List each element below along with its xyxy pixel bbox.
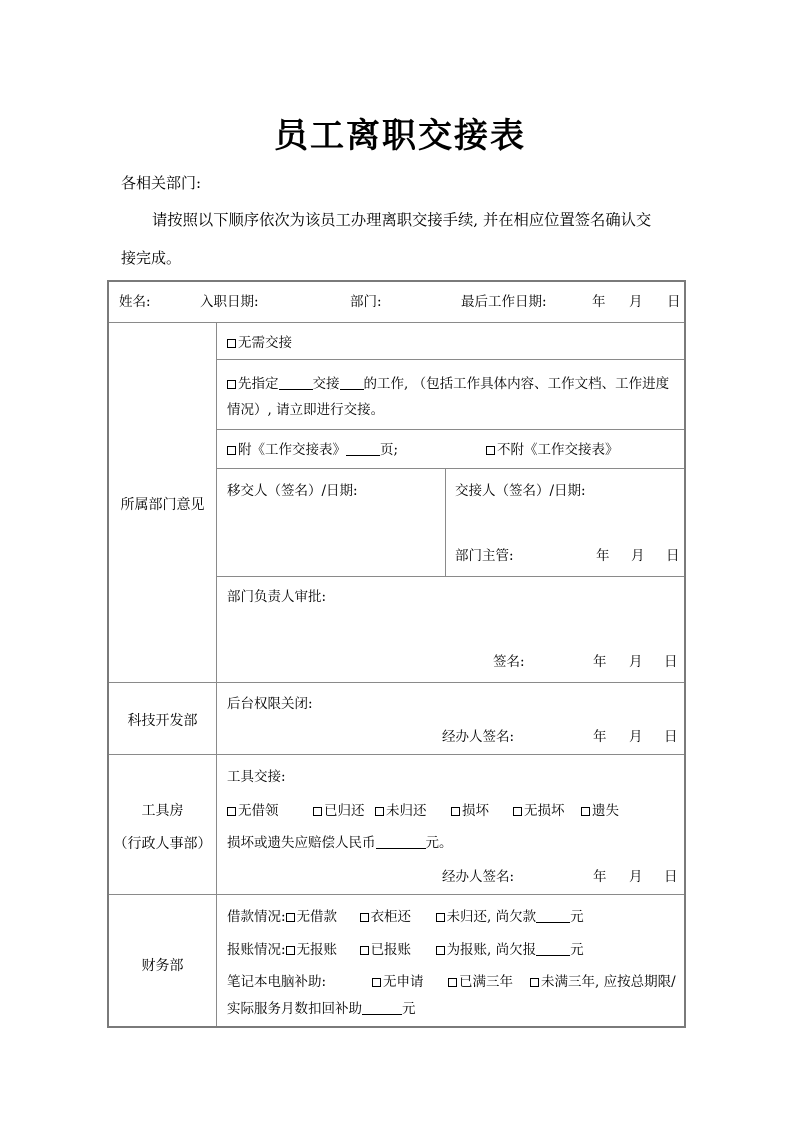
- compensation-line: 损坏或遗失应赔偿人民币 元。: [227, 835, 453, 851]
- month-label: 月: [629, 869, 643, 885]
- dept-opinion-label: 所属部门意见: [120, 497, 205, 513]
- checkbox[interactable]: [360, 946, 369, 955]
- laptop-option[interactable]: 已满三年: [448, 973, 530, 991]
- checkbox[interactable]: [313, 807, 322, 816]
- reimbursement-amount-blank[interactable]: [536, 941, 570, 956]
- row-divider: [109, 322, 684, 323]
- no-attach-option[interactable]: 不附《工作交接表》: [486, 441, 619, 459]
- laptop-option[interactable]: 未满三年, 应按总期限/: [530, 973, 676, 991]
- head-approval-label: 部门负责人审批:: [227, 589, 327, 605]
- intro-line-2: 接完成。: [121, 249, 182, 267]
- last-day-label: 最后工作日期:: [461, 294, 547, 310]
- year-label: 年: [593, 869, 607, 885]
- checkbox[interactable]: [227, 446, 236, 455]
- checkbox[interactable]: [286, 946, 295, 955]
- designate-line-2: 情况）, 请立即进行交接。: [227, 402, 385, 418]
- column-divider: [445, 468, 446, 576]
- finance-label: 财务部: [141, 958, 184, 974]
- handler-sign-label: 经办人签名:: [442, 729, 515, 745]
- department-label: 部门:: [350, 294, 382, 310]
- row-divider: [217, 576, 684, 577]
- tool-room-label: 工具房: [141, 803, 184, 819]
- tool-room-sublabel: （行政人事部）: [113, 836, 212, 852]
- tool-handover-label: 工具交接:: [227, 769, 286, 785]
- form-title: 员工离职交接表: [274, 116, 526, 156]
- compensation-blank[interactable]: [376, 834, 426, 849]
- receiver-blank[interactable]: [340, 375, 364, 390]
- attach-option[interactable]: 附《工作交接表》 页;: [227, 441, 398, 459]
- supervisor-label: 部门主管:: [455, 548, 514, 564]
- row-divider: [109, 682, 684, 683]
- loan-option[interactable]: 无借款: [286, 908, 360, 926]
- row-divider: [109, 894, 684, 895]
- checkbox[interactable]: [227, 339, 236, 348]
- month-label: 月: [631, 548, 645, 564]
- checkbox[interactable]: [436, 913, 445, 922]
- hire-date-label: 入职日期:: [200, 294, 259, 310]
- loan-option[interactable]: 未归还, 尚欠款: [436, 908, 537, 926]
- backend-close-label: 后台权限关闭:: [227, 696, 313, 712]
- checkbox[interactable]: [530, 978, 539, 987]
- checkbox[interactable]: [227, 380, 236, 389]
- month-label: 月: [629, 654, 643, 670]
- loan-amount-blank[interactable]: [536, 908, 570, 923]
- tool-option[interactable]: 已归还: [313, 802, 375, 820]
- reimbursement-option[interactable]: 为报账, 尚欠报: [436, 941, 537, 959]
- checkbox[interactable]: [451, 807, 460, 816]
- row-divider: [109, 754, 684, 755]
- checkbox[interactable]: [286, 913, 295, 922]
- reimbursement-option[interactable]: 已报账: [360, 941, 436, 959]
- day-label: 日: [667, 294, 681, 310]
- checkbox[interactable]: [360, 913, 369, 922]
- tool-option[interactable]: 遗失: [581, 802, 619, 820]
- checkbox[interactable]: [436, 946, 445, 955]
- tool-option[interactable]: 损坏: [451, 802, 513, 820]
- checkbox[interactable]: [448, 978, 457, 987]
- tool-option[interactable]: 未归还: [375, 802, 451, 820]
- checkbox[interactable]: [375, 807, 384, 816]
- reimbursement-row: 报账情况: 无报账 已报账 为报账, 尚欠报 元: [227, 942, 584, 958]
- year-label: 年: [593, 654, 607, 670]
- intro-line-1: 请按照以下顺序依次为该员工办理离职交接手续, 并在相应位置签名确认交: [152, 211, 652, 229]
- day-label: 日: [664, 654, 678, 670]
- column-divider: [216, 322, 217, 1026]
- laptop-row: 笔记本电脑补助: 无申请 已满三年 未满三年, 应按总期限/: [227, 974, 676, 990]
- laptop-option[interactable]: 无申请: [372, 973, 448, 991]
- laptop-row-2: 实际服务月数扣回补助 元: [227, 1001, 416, 1017]
- tool-option[interactable]: 无借领: [227, 802, 313, 820]
- checkbox[interactable]: [227, 807, 236, 816]
- loan-option[interactable]: 衣柜还: [360, 908, 436, 926]
- loan-row: 借款情况: 无借款 衣柜还 未归还, 尚欠款 元: [227, 909, 584, 925]
- month-label: 月: [629, 294, 643, 310]
- handler-sign-label: 经办人签名:: [442, 869, 515, 885]
- designator-blank[interactable]: [279, 375, 313, 390]
- tech-dept-label: 科技开发部: [127, 713, 198, 729]
- row-divider: [217, 468, 684, 469]
- pages-blank[interactable]: [346, 441, 380, 456]
- tool-options: [227, 802, 619, 820]
- checkbox[interactable]: [372, 978, 381, 987]
- handover-from-label: 移交人（签名）/日期:: [227, 483, 358, 499]
- designate-option[interactable]: 先指定 交接 的工作, （包括工作具体内容、工作文档、工作进度: [227, 375, 669, 393]
- laptop-amount-blank[interactable]: [362, 1000, 402, 1015]
- year-label: 年: [593, 729, 607, 745]
- row-divider: [217, 359, 684, 360]
- reimbursement-option[interactable]: 无报账: [286, 941, 360, 959]
- signature-label: 签名:: [493, 654, 525, 670]
- no-handover-option[interactable]: 无需交接: [227, 334, 292, 352]
- year-label: 年: [592, 294, 606, 310]
- tool-option[interactable]: 无损坏: [513, 802, 581, 820]
- name-label: 姓名:: [119, 294, 151, 310]
- row-divider: [217, 429, 684, 430]
- day-label: 日: [664, 729, 678, 745]
- day-label: 日: [664, 869, 678, 885]
- year-label: 年: [596, 548, 610, 564]
- checkbox[interactable]: [486, 446, 495, 455]
- day-label: 日: [666, 548, 680, 564]
- handover-form: [107, 280, 686, 1028]
- month-label: 月: [629, 729, 643, 745]
- checkbox[interactable]: [513, 807, 522, 816]
- checkbox[interactable]: [581, 807, 590, 816]
- handover-to-label: 交接人（签名）/日期:: [455, 483, 586, 499]
- salutation: 各相关部门:: [121, 174, 202, 192]
